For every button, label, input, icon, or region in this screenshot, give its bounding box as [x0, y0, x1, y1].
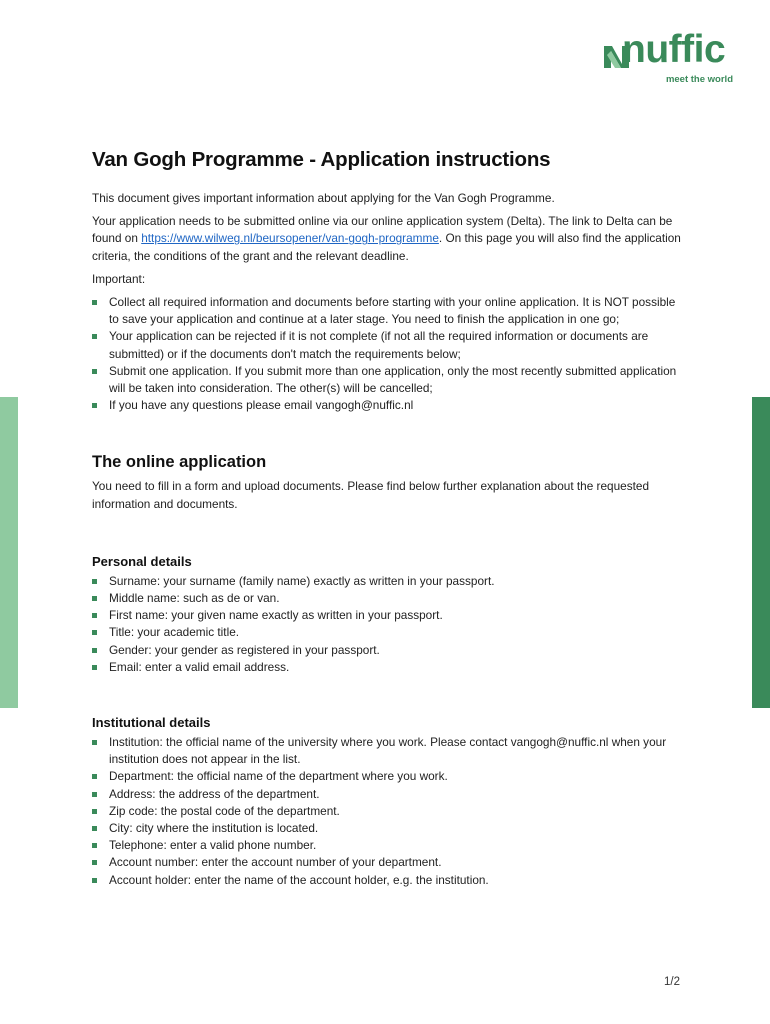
list-item: Institution: the official name of the university where you work. Please contact vangogh@nuffic.nl when your institution does not appear in the list.: [92, 734, 682, 768]
delta-text-before: Your application needs to be submitted online via our online application system (Delta). The link to Delta can be found on: [92, 214, 673, 246]
delta-link[interactable]: https://www.wilweg.nl/beursopener/van-gogh-programme: [141, 231, 439, 246]
online-application-paragraph: You need to fill in a form and upload documents. Please find below further explanation about the requested information and documents.: [92, 479, 650, 511]
right-decorative-bar: [752, 397, 770, 708]
bullet-icon: [92, 843, 97, 848]
list-item: First name: your given name exactly as written in your passport.: [92, 607, 682, 624]
list-item: Address: the address of the department.: [92, 786, 682, 803]
list-item: City: city where the institution is located.: [92, 820, 682, 837]
list-item: Middle name: such as de or van.: [92, 590, 682, 607]
logo-wordmark: nuffic: [622, 28, 726, 71]
personal-details-heading: Personal details: [92, 553, 192, 569]
page-number: 1/2: [664, 976, 680, 988]
institutional-details-list: [92, 734, 682, 889]
institutional-details-heading: Institutional details: [92, 715, 211, 731]
list-item: Zip code: the postal code of the department.: [92, 803, 682, 820]
bullet-icon: [92, 740, 97, 745]
list-item: Your application can be rejected if it is not complete (if not all the required information or documents are submitted) or if the documents don't match the requirements below;: [92, 328, 682, 362]
document-body: [92, 145, 682, 889]
list-item: Collect all required information and documents before starting with your online application. It is NOT possible to save your application and continue at a later stage. You need to finish the application in one go;: [92, 294, 682, 328]
list-item: Title: your academic title.: [92, 624, 682, 641]
bullet-icon: [92, 860, 97, 865]
bullet-icon: [92, 809, 97, 814]
bullet-icon: [92, 630, 97, 635]
list-item: Account number: enter the account number of your department.: [92, 854, 682, 871]
online-application-heading: The online application: [92, 453, 267, 472]
bullet-icon: [92, 792, 97, 797]
list-item: Gender: your gender as registered in your passport.: [92, 642, 682, 659]
bullet-icon: [92, 369, 97, 374]
important-label: Important:: [92, 271, 146, 286]
personal-details-list: [92, 573, 682, 676]
bullet-icon: [92, 613, 97, 618]
list-item: Submit one application. If you submit more than one application, only the most recently submitted application will be taken into consideration. The other(s) will be cancelled;: [92, 363, 682, 397]
bullet-icon: [92, 826, 97, 831]
delta-text-after: . On this page you will also find the application criteria, the conditions of the grant and the relevant deadline.: [92, 231, 681, 263]
list-item: Department: the official name of the department where you work.: [92, 768, 682, 785]
nuffic-logo: [602, 28, 737, 86]
bullet-icon: [92, 300, 97, 305]
document-title: Van Gogh Programme - Application instructions: [92, 148, 551, 171]
bullet-icon: [92, 579, 97, 584]
bullet-icon: [92, 334, 97, 339]
list-item: Telephone: enter a valid phone number.: [92, 837, 682, 854]
list-item: Surname: your surname (family name) exactly as written in your passport.: [92, 573, 682, 590]
bullet-icon: [92, 774, 97, 779]
bullet-icon: [92, 648, 97, 653]
bullet-icon: [92, 665, 97, 670]
left-decorative-bar: [0, 397, 18, 708]
logo-tagline: meet the world: [665, 74, 733, 85]
intro-paragraph: This document gives important information about applying for the Van Gogh Programme.: [92, 191, 555, 205]
delta-paragraph: [92, 213, 682, 265]
bullet-icon: [92, 596, 97, 601]
list-item: If you have any questions please email vangogh@nuffic.nl: [92, 397, 682, 414]
bullet-icon: [92, 878, 97, 883]
bullet-icon: [92, 403, 97, 408]
list-item: Account holder: enter the name of the account holder, e.g. the institution.: [92, 872, 682, 889]
list-item: Email: enter a valid email address.: [92, 659, 682, 676]
important-list: [92, 294, 682, 414]
